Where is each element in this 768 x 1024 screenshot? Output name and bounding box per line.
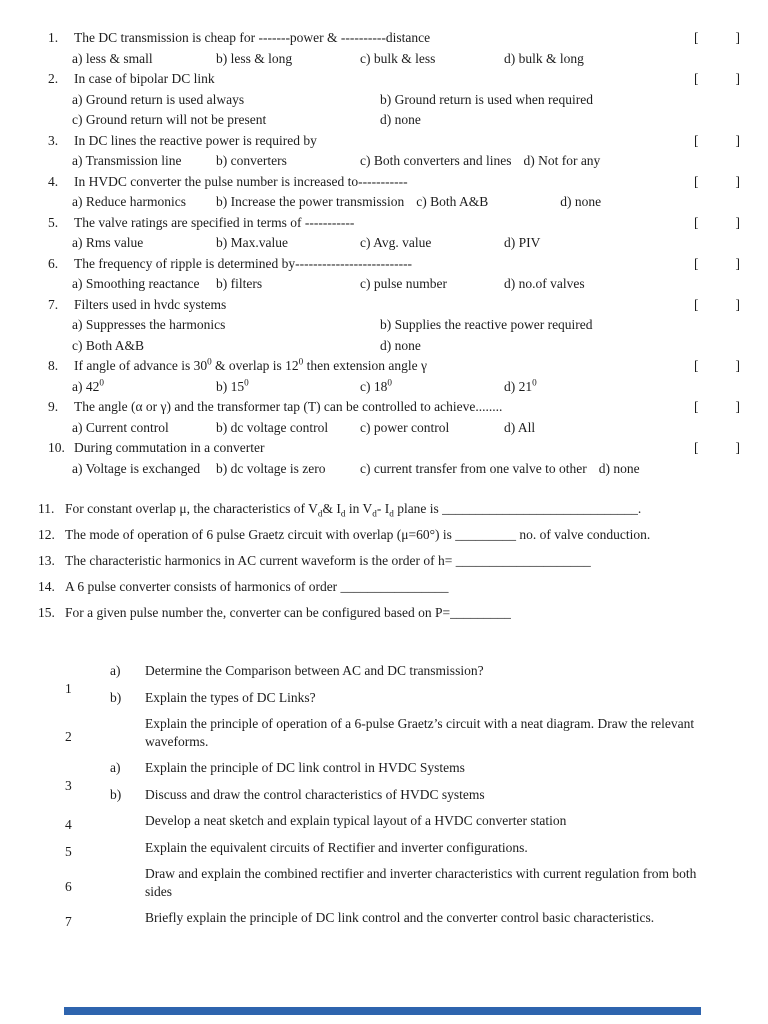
close-bracket: ] (735, 255, 740, 271)
long-question (65, 865, 714, 909)
open-bracket: [ (694, 255, 699, 271)
mcq-section (48, 28, 740, 479)
open-bracket: [ (694, 358, 699, 373)
option-c: c) Both converters and lines (360, 153, 512, 168)
fill-question (38, 525, 740, 544)
option-b: b) less & long (216, 50, 293, 66)
option-a: a) Ground return is used always (72, 91, 245, 107)
mcq-item (48, 213, 740, 254)
option-b: b) Supplies the reactive power required (380, 317, 593, 332)
question-text: The characteristic harmonics in AC current waveform is the order of h= ____________________ (65, 553, 591, 568)
option-d: d) $21^0$ (504, 377, 537, 394)
question-part (110, 839, 714, 857)
question-number: 4 (65, 817, 72, 833)
option-d: d) All (504, 419, 536, 435)
option-d: d) none (560, 194, 602, 209)
option-c: c) $18^0$ (360, 377, 392, 394)
option-c: c) Avg. value (360, 235, 432, 250)
horizontal-scrollbar-thumb[interactable] (64, 1007, 701, 1015)
open-bracket: [ (694, 399, 699, 414)
answer-brackets (694, 397, 740, 418)
option-b: b) Ground return is used when required (380, 91, 593, 107)
option-c: c) Both A&B (72, 337, 145, 353)
option-row (48, 49, 740, 70)
answer-brackets (694, 213, 740, 234)
mcq-item (48, 172, 740, 213)
option-b: b) dc voltage control (216, 419, 329, 435)
question-text: If angle of advance is $30^0$ & overlap is $12^0$ then extension angle γ (74, 356, 427, 373)
fill-question (38, 499, 740, 518)
part-text: Briefly explain the principle of DC link control and the converter control basic characteristics. (145, 910, 655, 925)
option-b: b) Increase the power transmission (216, 194, 405, 209)
option-d: d) Not for any (523, 153, 601, 168)
answer-brackets (694, 356, 740, 377)
option-d: d) no.of valves (504, 276, 585, 291)
option-a: a) Smoothing reactance (72, 276, 200, 291)
question-number: 4. (48, 173, 59, 189)
part-text: Determine the Comparison between AC and DC transmission? (145, 663, 484, 678)
part-text: Discuss and draw the control characteristics of HVDC systems (145, 786, 485, 802)
question-part (110, 715, 714, 750)
answer-brackets (694, 438, 740, 459)
mcq-item (48, 295, 740, 357)
question-number: 8. (48, 358, 59, 373)
open-bracket: [ (694, 173, 699, 189)
part-text: Explain the types of DC Links? (145, 689, 316, 705)
open-bracket: [ (694, 440, 699, 455)
option-c: c) pulse number (360, 276, 447, 291)
option-a: a) Current control (72, 419, 169, 435)
part-text: Explain the principle of DC link control in HVDC Systems (145, 760, 465, 775)
close-bracket: ] (735, 173, 740, 189)
question-text: A 6 pulse converter consists of harmonics of order ________________ (65, 579, 449, 594)
option-b: b) converters (216, 153, 287, 168)
option-row (48, 336, 740, 357)
part-letter (110, 839, 145, 857)
part-text: Draw and explain the combined rectifier and inverter characteristics with current regulation from both sides (145, 866, 697, 899)
part-text: Explain the principle of operation of a 6-pulse Graetz’s circuit with a neat diagram. Draw the relevant waveforms. (145, 716, 695, 749)
open-bracket: [ (694, 296, 699, 312)
question-part (110, 689, 714, 707)
option-a: a) Transmission line (72, 153, 182, 168)
mcq-item (48, 397, 740, 438)
option-row (48, 377, 740, 398)
long-question (65, 715, 714, 759)
option-row (48, 90, 740, 111)
question-number: 3. (48, 132, 59, 148)
question-text: For a given pulse number the, converter can be configured based on P=_________ (65, 605, 511, 620)
mcq-item (48, 131, 740, 172)
answer-brackets (694, 28, 740, 49)
option-row (48, 192, 740, 213)
mcq-item (48, 28, 740, 69)
long-question (65, 812, 714, 839)
question-part (110, 759, 714, 777)
option-row (48, 151, 740, 172)
part-letter (110, 715, 145, 750)
option-c: c) bulk & less (360, 50, 436, 66)
question-part (110, 786, 714, 804)
option-d: d) PIV (504, 235, 541, 250)
question-number: 1. (48, 30, 59, 45)
close-bracket: ] (735, 71, 740, 86)
mcq-item (48, 356, 740, 397)
question-text: The valve ratings are specified in terms of ----------- (74, 214, 355, 230)
question-text: For constant overlap μ, the characteristics of $V_d\&$ $I_d$ in $V_d-$ $I_d$ plane is _____________________________. (65, 501, 642, 519)
option-d: d) bulk & long (504, 50, 584, 66)
question-text: In HVDC converter the pulse number is increased to----------- (74, 173, 408, 189)
answer-brackets (694, 254, 740, 275)
close-bracket: ] (735, 358, 740, 373)
option-row (48, 233, 740, 254)
question-text: The DC transmission is cheap for -------power & ----------distance (74, 30, 431, 45)
question-number: 11. (38, 501, 55, 516)
close-bracket: ] (735, 440, 740, 455)
option-a: a) $42^0$ (72, 377, 104, 394)
fill-question (38, 551, 740, 570)
option-b: b) dc voltage is zero (216, 460, 326, 476)
question-number: 9. (48, 399, 59, 414)
question-number: 6 (65, 879, 72, 894)
part-letter: b) (110, 689, 122, 705)
question-number: 12. (38, 527, 55, 542)
option-a: a) Rms value (72, 235, 144, 250)
long-answer-section (65, 662, 740, 936)
fill-question (38, 577, 740, 596)
answer-brackets (694, 69, 740, 90)
close-bracket: ] (735, 132, 740, 148)
part-letter: a) (110, 760, 121, 775)
question-text: The frequency of ripple is determined by-------------------------- (74, 255, 413, 271)
question-number: 6. (48, 255, 59, 271)
option-a: a) Suppresses the harmonics (72, 317, 226, 332)
answer-brackets (694, 131, 740, 152)
question-part (110, 909, 714, 927)
part-text: Explain the equivalent circuits of Rectifier and inverter configurations. (145, 839, 528, 855)
question-number: 10. (48, 440, 65, 455)
option-d: d) none (598, 460, 640, 476)
question-text: The angle (α or γ) and the transformer tap (T) can be controlled to achieve........ (74, 399, 503, 414)
question-text: In DC lines the reactive power is required by (74, 132, 317, 148)
option-b: b) Max.value (216, 235, 288, 250)
question-number: 5 (65, 843, 72, 859)
option-b: b) $15^0$ (216, 377, 249, 394)
open-bracket: [ (694, 214, 699, 230)
question-number: 2. (48, 71, 59, 86)
question-number: 15. (38, 605, 55, 620)
long-question (65, 909, 714, 936)
long-question (65, 839, 714, 866)
answer-brackets (694, 295, 740, 316)
long-question (65, 662, 714, 715)
option-row (48, 274, 740, 295)
question-number: 2 (65, 729, 72, 744)
option-d: d) none (380, 337, 421, 353)
option-c: c) Ground return will not be present (72, 112, 267, 127)
long-question (65, 759, 714, 812)
question-part (110, 865, 714, 900)
question-text: During commutation in a converter (74, 440, 265, 455)
answer-brackets (694, 172, 740, 193)
option-c: c) current transfer from one valve to other (360, 460, 587, 476)
part-letter: a) (110, 663, 121, 678)
question-text: Filters used in hvdc systems (74, 296, 227, 312)
question-number: 3 (65, 777, 72, 793)
option-row (48, 315, 740, 336)
option-a: a) less & small (72, 50, 153, 66)
question-number: 7 (65, 914, 72, 930)
close-bracket: ] (735, 30, 740, 45)
part-letter (110, 909, 145, 927)
question-text: In case of bipolar DC link (74, 71, 215, 86)
part-letter: b) (110, 786, 122, 802)
question-part (110, 812, 714, 830)
option-c: c) power control (360, 419, 450, 435)
question-number: 14. (38, 579, 55, 594)
option-d: d) none (380, 112, 421, 127)
question-number: 13. (38, 553, 55, 568)
question-number: 7. (48, 296, 59, 312)
option-row (48, 459, 740, 480)
fill-in-section (38, 499, 740, 622)
option-a: a) Reduce harmonics (72, 194, 186, 209)
option-row (48, 110, 740, 131)
option-row (48, 418, 740, 439)
option-a: a) Voltage is exchanged (72, 460, 201, 476)
question-number: 5. (48, 214, 59, 230)
close-bracket: ] (735, 399, 740, 414)
question-number: 1 (65, 680, 72, 696)
close-bracket: ] (735, 214, 740, 230)
mcq-item (48, 438, 740, 479)
option-b: b) filters (216, 276, 263, 291)
part-letter (110, 812, 145, 830)
question-text: The mode of operation of 6 pulse Graetz circuit with overlap (μ=60°) is _________ no. of valve conduction. (65, 527, 651, 542)
close-bracket: ] (735, 296, 740, 312)
open-bracket: [ (694, 30, 699, 45)
mcq-item (48, 69, 740, 131)
option-c: c) Both A&B (416, 194, 489, 209)
part-letter (110, 865, 145, 900)
fill-question (38, 603, 740, 622)
mcq-item (48, 254, 740, 295)
question-part (110, 662, 714, 680)
open-bracket: [ (694, 132, 699, 148)
part-text: Develop a neat sketch and explain typical layout of a HVDC converter station (145, 813, 567, 828)
open-bracket: [ (694, 71, 699, 86)
